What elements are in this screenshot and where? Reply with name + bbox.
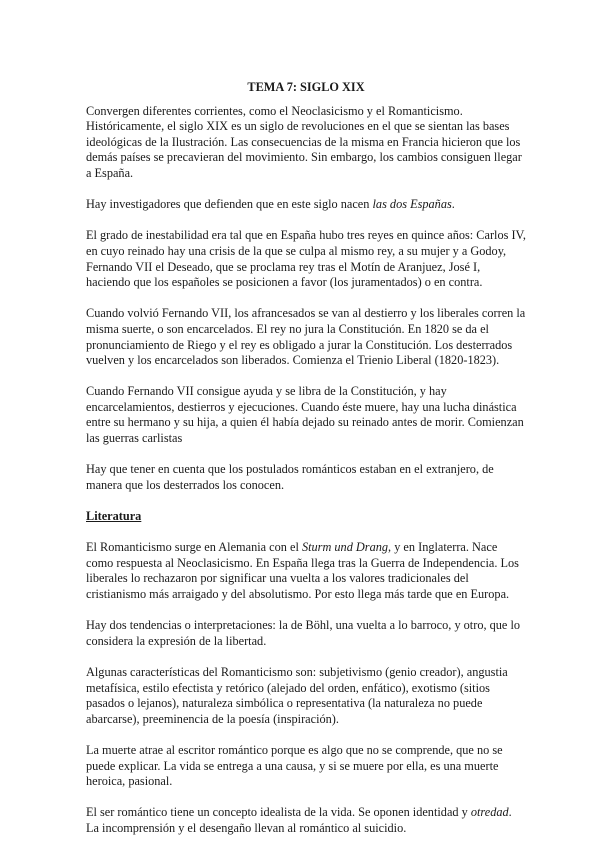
- paragraph-romanticismo-origen: [86, 540, 526, 602]
- paragraph-ser-romantico: [86, 805, 526, 836]
- paragraph-text: . La incomprensión y el desengaño llevan al romántico al suicidio.: [86, 805, 512, 835]
- paragraph-end: .: [451, 197, 455, 212]
- emphasis-dos-espanas: las dos Españas: [372, 197, 452, 212]
- section-heading-literatura: Literatura: [86, 509, 142, 524]
- paragraph-text: , y en Inglaterra. Nace como respuesta al Neoclasicismo. En España llega tras la Guerra de Independencia. Los liberales lo rechazaron por significar una vuelta a los valores tradicionales del cristianismo más arraigado y del absolutismo. Por esto llega más tarde que en Europa.: [86, 540, 519, 601]
- emphasis-sturm-und-drang: Sturm und Drang: [301, 540, 389, 555]
- paragraph-dos-espanas: [86, 197, 526, 213]
- paragraph-inestabilidad: El grado de inestabilidad era tal que en España hubo tres reyes en quince años: Carlos IV, en cuyo reinado hay una crisis de la que se culpa al mismo rey, a su mujer y a Godoy, Fernando VII el Deseado, que se proclama rey tras el Motín de Aranjuez, José I, haciendo que los españoles se posicionen a favor (los juramentados) o en contra.: [86, 228, 526, 290]
- paragraph-tendencias: Hay dos tendencias o interpretaciones: la de Böhl, una vuelta a lo barroco, y otro, que lo considera la expresión de la libertad.: [86, 618, 521, 648]
- paragraph-caracteristicas: Algunas características del Romanticismo son: subjetivismo (genio creador), angustia metafísica, estilo efectista y retórico (alejado del orden, enfático), exotismo (sitios pasados o lejanos), naturaleza simbólica o representativa (la naturaleza no puede abarcarse), preeminencia de la poesía (inspiración).: [86, 664, 508, 726]
- paragraph-postulados: Hay que tener en cuenta que los postulados románticos estaban en el extranjero, de manera que los desterrados los conocen.: [86, 462, 494, 492]
- paragraph-text: El ser romántico tiene un concepto idealista de la vida. Se oponen identidad y: [86, 805, 471, 820]
- emphasis-otredad: otredad: [470, 805, 509, 820]
- paragraph-fernando-vii: Cuando volvió Fernando VII, los afrancesados se van al destierro y los liberales corren la misma suerte, o son encarcelados. El rey no jura la Constitución. En 1820 se da el pronunciamiento de Riego y el rey es obligado a jurar la Constitución. Los desterrados vuelven y los encarcelados son liberados. Comienza el Trienio Liberal (1820-1823).: [86, 306, 526, 368]
- document-title: TEMA 7: SIGLO XIX: [247, 80, 365, 94]
- paragraph-intro: Convergen diferentes corrientes, como el Neoclasicismo y el Romanticismo. Históricamente, el siglo XIX es un siglo de revoluciones en el que se sientan las bases ideológicas de la Ilustración. Las consecuencias de la misma en Francia hicieron que los demás países se precavieran del movimiento. Sin embargo, los cambios consiguen llegar a España.: [86, 103, 522, 180]
- paragraph-text: El Romanticismo surge en Alemania con el: [86, 540, 302, 555]
- paragraph-guerras-carlistas: Cuando Fernando VII consigue ayuda y se libra de la Constitución, y hay encarcelamientos, destierros y ejecuciones. Cuando éste muere, hay una lucha dinástica entre su hermano y su hija, a quien él había dejado su reinado antes de morir. Comienzan las guerras carlistas: [86, 384, 524, 446]
- document-page: [86, 80, 526, 852]
- paragraph-text: Hay investigadores que defienden que en este siglo nacen: [86, 197, 373, 212]
- paragraph-muerte: La muerte atrae al escritor romántico porque es algo que no se comprende, que no se puede explicar. La vida se entrega a una causa, y si se muere por ella, es una muerte heroica, pasional.: [86, 742, 503, 789]
